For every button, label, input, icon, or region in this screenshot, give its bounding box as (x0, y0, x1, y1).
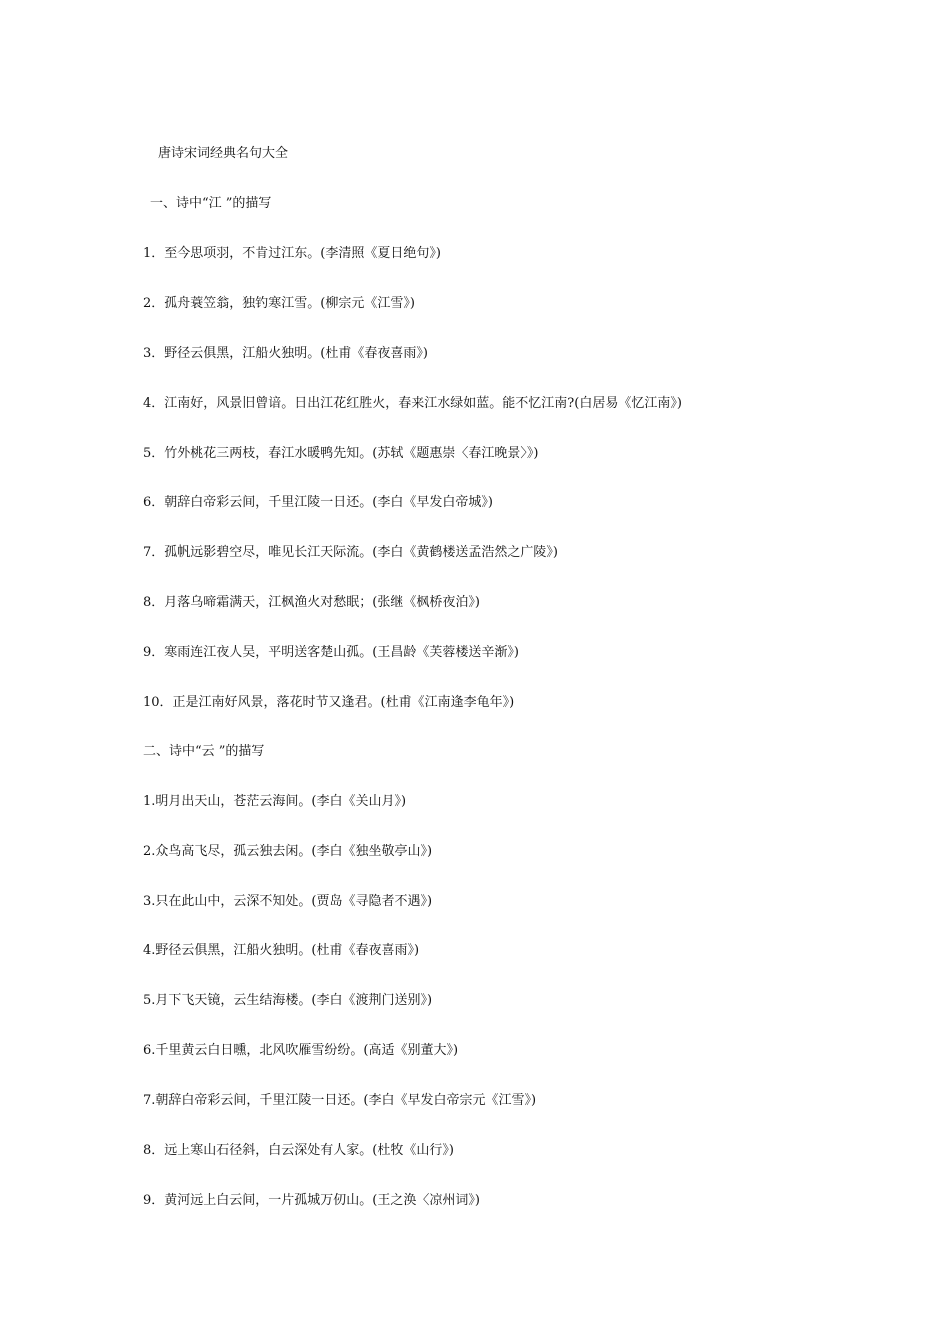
poem-line: 3.只在此山中，云深不知处。(贾岛《寻隐者不遇》) (143, 894, 433, 909)
poem-line: 9．寒雨连江夜人吴，平明送客楚山孤。(王昌龄《芙蓉楼送辛渐》) (143, 645, 519, 660)
poem-line: 1．至今思项羽，不肯过江东。(李清照《夏日绝句》) (143, 246, 441, 261)
poem-line: 8．月落乌啼霜满天，江枫渔火对愁眠；(张继《枫桥夜泊》) (143, 595, 480, 610)
section-heading-yun: 二、诗中“云 ”的描写 (143, 744, 265, 759)
poem-line: 10．正是江南好风景，落花时节又逢君。(杜甫《江南逢李龟年》) (143, 695, 515, 710)
poem-line: 1.明月出天山，苍茫云海间。(李白《关山月》) (143, 794, 407, 809)
poem-line: 5.月下飞天镜，云生结海楼。(李白《渡荆门送别》) (143, 993, 433, 1008)
poem-line: 6.千里黄云白日曛，北风吹雁雪纷纷。(高适《别董大》) (143, 1043, 459, 1058)
poem-line: 6．朝辞白帝彩云间，千里江陵一日还。(李白《早发白帝城》) (143, 495, 493, 510)
poem-line: 7.朝辞白帝彩云间，千里江陵一日还。(李白《早发白帝宗元《江雪》) (143, 1093, 537, 1108)
poem-line: 8．远上寒山石径斜，白云深处有人家。(杜牧《山行》) (143, 1143, 454, 1158)
poem-line: 2．孤舟蓑笠翁，独钓寒江雪。(柳宗元《江雪》) (143, 296, 415, 311)
poem-line: 3．野径云俱黑，江船火独明。(杜甫《春夜喜雨》) (143, 346, 428, 361)
poem-line: 2.众鸟高飞尽，孤云独去闲。(李白《独坐敬亭山》) (143, 844, 433, 859)
poem-line: 9．黄河远上白云间，一片孤城万仞山。(王之涣〈凉州词》) (143, 1193, 480, 1208)
poem-line: 7．孤帆远影碧空尽，唯见长江天际流。(李白《黄鹤楼送孟浩然之广陵》) (143, 545, 558, 560)
poem-line: 5．竹外桃花三两枝，春江水暖鸭先知。(苏轼《题惠崇〈春江晚景〉》) (143, 446, 539, 461)
poem-line: 4．江南好，风景旧曾谙。日出江花红胜火，春来江水绿如蓝。能不忆江南?(白居易《忆江南》) (143, 396, 682, 411)
section-heading-jiang: 一、诗中“江 ”的描写 (150, 196, 272, 211)
poem-line: 4.野径云俱黑，江船火独明。(杜甫《春夜喜雨》) (143, 943, 420, 958)
document-title: 唐诗宋词经典名句大全 (158, 146, 289, 161)
